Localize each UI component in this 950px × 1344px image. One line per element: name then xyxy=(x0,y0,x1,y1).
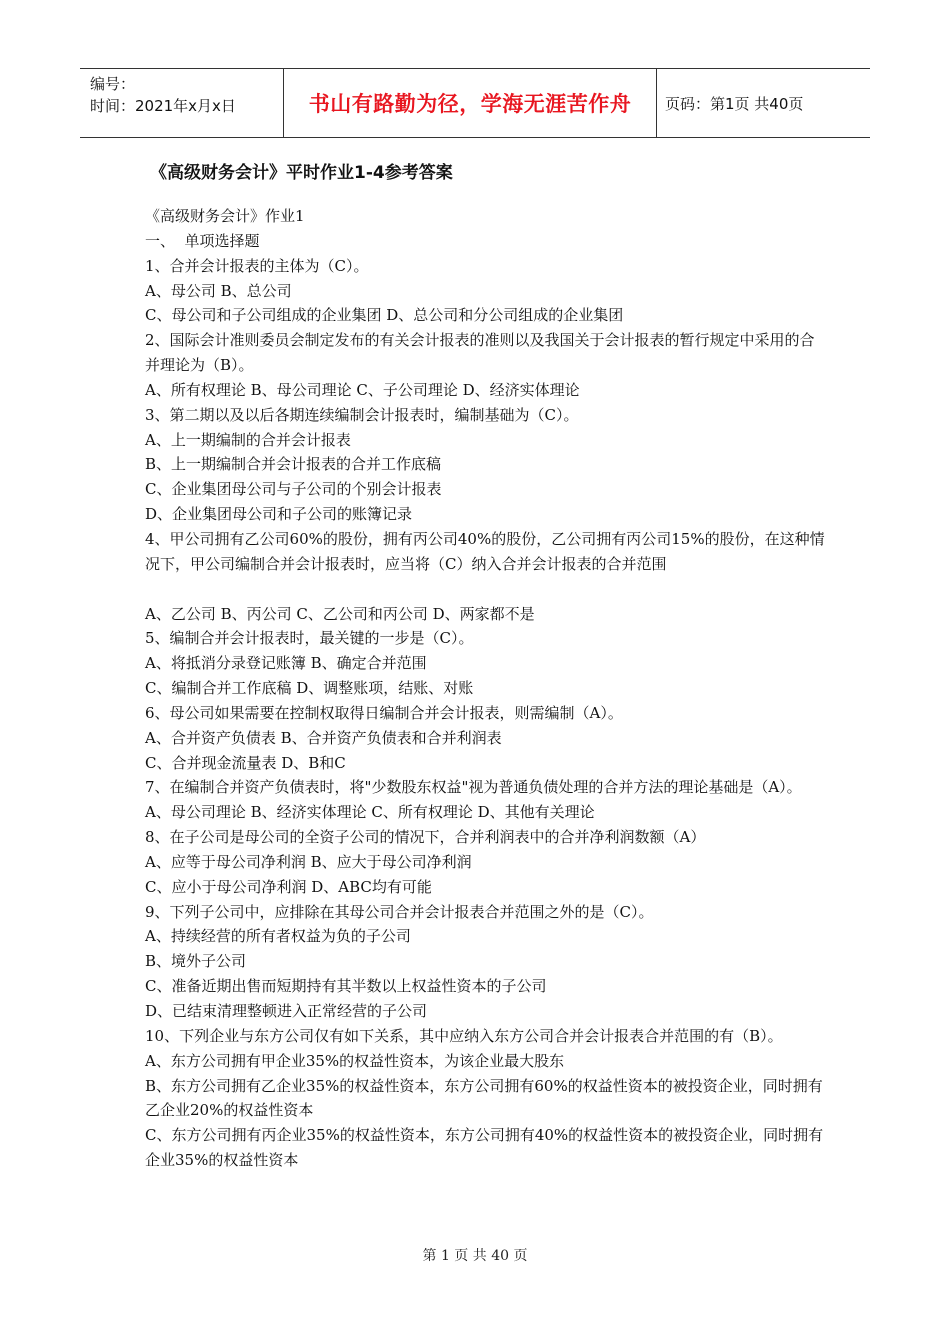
text-line: 7、在编制合并资产负债表时，将"少数股东权益"视为普通负债处理的合并方法的理论基础是（A）。 xyxy=(145,778,802,797)
document-number-label: 编号： xyxy=(90,75,136,93)
text-line: C、东方公司拥有丙企业35%的权益性资本，东方公司拥有40%的权益性资本的被投资企业，同时拥有企业35%的权益性资本 xyxy=(145,1126,824,1170)
header-motto: 书山有路勤为径，学海无涯苦作舟 xyxy=(283,69,657,137)
text-line: B、东方公司拥有乙企业35%的权益性资本，东方公司拥有60%的权益性资本的被投资企业，同时拥有乙企业20%的权益性资本 xyxy=(145,1076,823,1120)
text-line: 3、第二期以及以后各期连续编制会计报表时，编制基础为（C）。 xyxy=(145,405,579,424)
text-line: A、母公司理论 B、经济实体理论 C、所有权理论 D、其他有关理论 xyxy=(145,803,595,822)
text-line xyxy=(145,577,825,602)
header-page-info: 页码：第1页 共40页 xyxy=(665,94,804,113)
text-line: A、所有权理论 B、母公司理论 C、子公司理论 D、经济实体理论 xyxy=(145,380,580,399)
text-line: 9、下列子公司中，应排除在其母公司合并会计报表合并范围之外的是（C）。 xyxy=(145,902,654,921)
document-body xyxy=(145,204,825,1173)
text-line: A、乙公司 B、丙公司 C、乙公司和丙公司 D、两家都不是 xyxy=(145,604,535,623)
text-line: B、境外子公司 xyxy=(145,952,247,971)
text-line: C、准备近期出售而短期持有其半数以上权益性资本的子公司 xyxy=(145,977,547,996)
text-line: C、编制合并工作底稿 D、调整账项，结账、对账 xyxy=(145,679,474,698)
text-line: 5、编制合并会计报表时，最关键的一步是（C）。 xyxy=(145,629,474,648)
text-line: 4、甲公司拥有乙公司60%的股份，拥有丙公司40%的股份，乙公司拥有丙公司15%的股份，在这种情况下，甲公司编制合并会计报表时，应当将（C）纳入合并会计报表的合并范围 xyxy=(145,529,825,573)
text-line: A、合并资产负债表 B、合并资产负债表和合并利润表 xyxy=(145,728,502,747)
text-line: A、母公司 B、总公司 xyxy=(145,281,292,300)
text-line: A、东方公司拥有甲企业35%的权益性资本，为该企业最大股东 xyxy=(145,1051,565,1070)
text-line: 6、母公司如果需要在控制权取得日编制合并会计报表，则需编制（A）。 xyxy=(145,703,623,722)
text-line: D、企业集团母公司和子公司的账簿记录 xyxy=(145,505,413,524)
text-line: C、合并现金流量表 D、B和C xyxy=(145,753,346,772)
text-line: 一、 单项选择题 xyxy=(145,231,260,250)
text-line: A、应等于母公司净利润 B、应大于母公司净利润 xyxy=(145,852,472,871)
text-line: 10、下列企业与东方公司仅有如下关系，其中应纳入东方公司合并会计报表合并范围的有（B）。 xyxy=(145,1026,783,1045)
document-title: 《高级财务会计》平时作业1-4参考答案 xyxy=(150,163,453,183)
text-line: C、母公司和子公司组成的企业集团 D、总公司和分公司组成的企业集团 xyxy=(145,306,624,325)
header-meta xyxy=(80,69,283,137)
text-line: C、应小于母公司净利润 D、ABC均有可能 xyxy=(145,877,432,896)
text-line: A、持续经营的所有者权益为负的子公司 xyxy=(145,927,411,946)
page-header xyxy=(80,68,870,138)
text-line: 1、合并会计报表的主体为（C）。 xyxy=(145,256,369,275)
text-line: A、上一期编制的合并会计报表 xyxy=(145,430,351,449)
text-line: B、上一期编制合并会计报表的合并工作底稿 xyxy=(145,455,442,474)
text-line: 8、在子公司是母公司的全资子公司的情况下，合并利润表中的合并净利润数额（A） xyxy=(145,828,706,847)
page-footer: 第 1 页 共 40 页 xyxy=(422,1248,528,1264)
text-line: C、企业集团母公司与子公司的个别会计报表 xyxy=(145,480,442,499)
text-line: A、将抵消分录登记账簿 B、确定合并范围 xyxy=(145,654,427,673)
text-line: D、已结束清理整顿进入正常经营的子公司 xyxy=(145,1002,428,1020)
document-date-label: 时间：2021年x月x日 xyxy=(90,97,236,115)
text-line: 《高级财务会计》作业1 xyxy=(145,207,305,225)
text-line: 2、国际会计准则委员会制定发布的有关会计报表的准则以及我国关于会计报表的暂行规定中采用的合并理论为（B）。 xyxy=(145,331,815,375)
